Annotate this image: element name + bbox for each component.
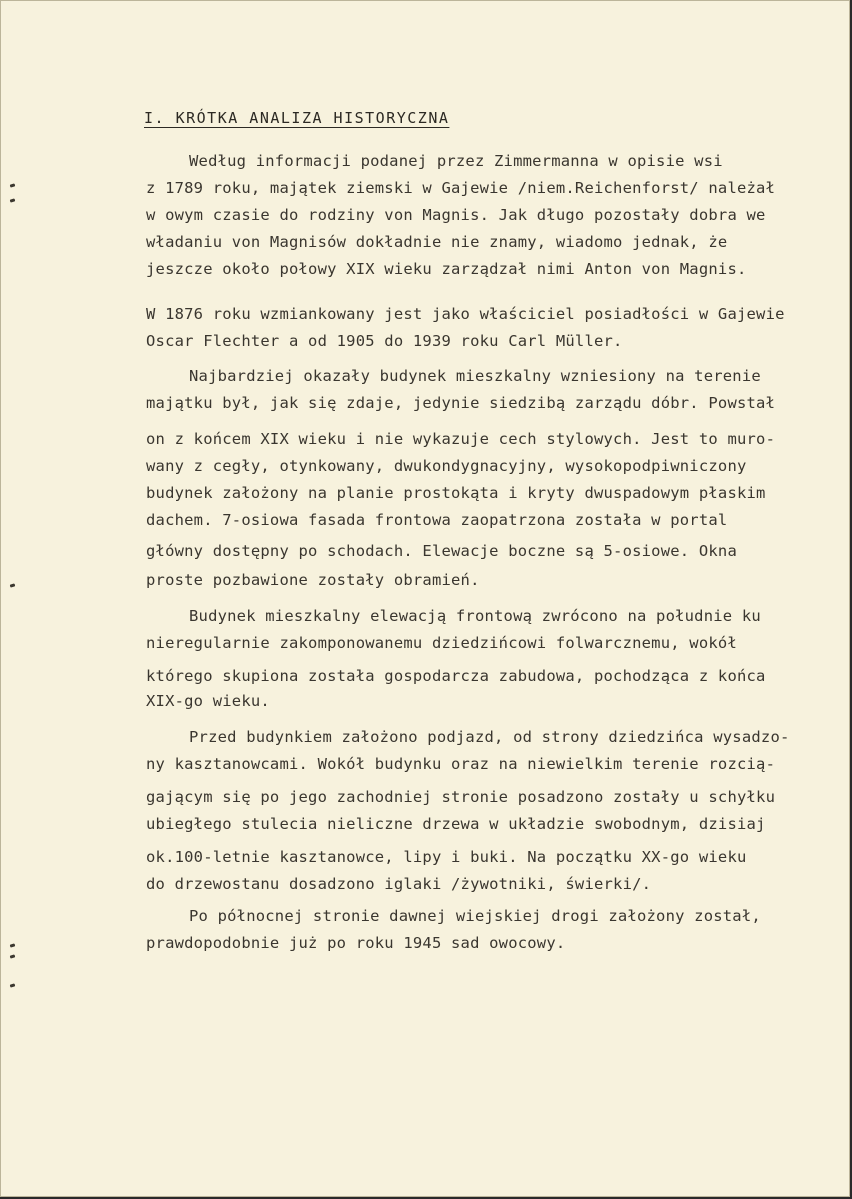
text-line: on z końcem XIX wieku i nie wykazuje cech stylowych. Jest to muro- bbox=[146, 430, 776, 448]
text-line: główny dostępny po schodach. Elewacje boczne są 5-osiowe. Okna bbox=[146, 542, 737, 560]
text-line: jeszcze około połowy XIX wieku zarządzał nimi Anton von Magnis. bbox=[146, 260, 747, 278]
text-line: nieregularnie zakomponowanemu dziedzińcowi folwarcznemu, wokół bbox=[146, 634, 737, 652]
text-line: budynek założony na planie prostokąta i kryty dwuspadowym płaskim bbox=[146, 484, 766, 502]
margin-mark bbox=[10, 954, 16, 958]
section-heading: I. KRÓTKA ANALIZA HISTORYCZNA bbox=[144, 109, 450, 127]
text-line: ubiegłego stulecia nieliczne drzewa w układzie swobodnym, dzisiaj bbox=[146, 815, 766, 833]
text-line: w owym czasie do rodziny von Magnis. Jak długo pozostały dobra we bbox=[146, 206, 766, 224]
text-line: władaniu von Magnisów dokładnie nie znamy, wiadomo jednak, że bbox=[146, 233, 728, 251]
text-line: Według informacji podanej przez Zimmermanna w opisie wsi bbox=[189, 152, 723, 170]
text-line: Po północnej stronie dawnej wiejskiej drogi założony został, bbox=[189, 907, 761, 925]
text-line: gającym się po jego zachodniej stronie posadzono zostały u schyłku bbox=[146, 788, 776, 806]
margin-mark bbox=[10, 198, 16, 202]
text-line: dachem. 7-osiowa fasada frontowa zaopatrzona została w portal bbox=[146, 511, 728, 529]
margin-mark bbox=[10, 583, 16, 587]
text-line: ok.100-letnie kasztanowce, lipy i buki. Na początku XX-go wieku bbox=[146, 848, 747, 866]
text-line: ny kasztanowcami. Wokół budynku oraz na niewielkim terenie rozcią- bbox=[146, 755, 776, 773]
text-line: W 1876 roku wzmiankowany jest jako właściciel posiadłości w Gajewie bbox=[146, 305, 785, 323]
text-line: proste pozbawione zostały obramień. bbox=[146, 571, 480, 589]
text-line: którego skupiona została gospodarcza zabudowa, pochodząca z końca bbox=[146, 667, 766, 685]
text-line: Przed budynkiem założono podjazd, od strony dziedzińca wysadzo- bbox=[189, 728, 790, 746]
text-line: XIX-go wieku. bbox=[146, 692, 270, 710]
text-line: Oscar Flechter a od 1905 do 1939 roku Carl Müller. bbox=[146, 332, 623, 350]
text-line: majątku był, jak się zdaje, jedynie siedzibą zarządu dóbr. Powstał bbox=[146, 394, 776, 412]
text-line: do drzewostanu dosadzono iglaki /żywotniki, świerki/. bbox=[146, 875, 652, 893]
text-line: wany z cegły, otynkowany, dwukondygnacyjny, wysokopodpiwniczony bbox=[146, 457, 747, 475]
margin-mark bbox=[10, 983, 16, 987]
text-line: prawdopodobnie już po roku 1945 sad owocowy. bbox=[146, 934, 566, 952]
margin-mark bbox=[10, 943, 16, 947]
text-line: z 1789 roku, majątek ziemski w Gajewie /niem.Reichenforst/ należał bbox=[146, 179, 776, 197]
margin-mark bbox=[10, 183, 16, 187]
text-line: Najbardziej okazały budynek mieszkalny wzniesiony na terenie bbox=[189, 367, 761, 385]
text-line: Budynek mieszkalny elewacją frontową zwrócono na południe ku bbox=[189, 607, 761, 625]
